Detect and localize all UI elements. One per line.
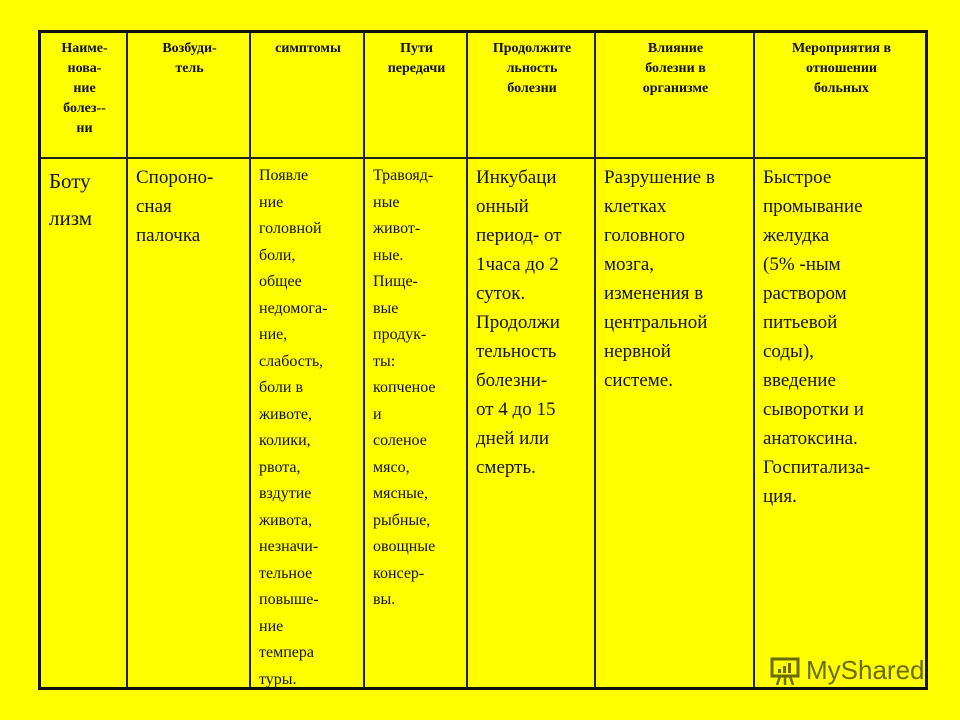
cell-line: Боту	[49, 169, 91, 193]
cell-line: питьевой	[763, 312, 838, 333]
cell-line: овощные	[373, 538, 436, 555]
column-divider	[126, 33, 128, 687]
cell-line: лизм	[49, 206, 93, 230]
cell-line: мясные,	[373, 485, 428, 502]
cell-line: Пище-	[373, 273, 418, 290]
cell-line: Продолжи	[476, 312, 560, 333]
header-line: Влияние	[647, 41, 704, 56]
cell-line: продук-	[373, 326, 427, 343]
cell-line: суток.	[476, 283, 526, 304]
cell-line: Травояд-	[373, 167, 434, 184]
cell-line: сыворотки и	[763, 399, 864, 420]
header-line: Возбуди-	[162, 41, 217, 56]
cell-line: ные.	[373, 246, 404, 264]
cell-line: мозга,	[604, 254, 655, 275]
cell-line: смерть.	[476, 457, 536, 478]
cell-line: сная	[136, 196, 172, 217]
cell-line: мясо,	[373, 458, 410, 476]
cell-line: (5% -ным	[763, 254, 841, 275]
cell-line: нервной	[604, 341, 671, 362]
cell-line: вые	[373, 299, 399, 317]
cell-line: темпера	[259, 644, 314, 661]
cell-line: онный	[476, 196, 529, 217]
cell-line: промывание	[763, 196, 863, 217]
header-line: Мероприятия в	[791, 41, 892, 56]
header-line: ние	[73, 81, 96, 96]
header-line: нова-	[67, 61, 102, 76]
cell-line: рвота,	[259, 458, 301, 476]
cell-line: Спороно-	[136, 167, 214, 188]
header-line: Пути	[400, 41, 433, 56]
header-line: тель	[175, 61, 204, 76]
cell-duration	[468, 163, 596, 482]
cell-line: период- от	[476, 225, 562, 246]
cell-line: ние	[259, 193, 284, 211]
header-transmission	[365, 39, 468, 79]
cell-line: головной	[259, 220, 322, 237]
cell-patient-measures	[755, 163, 928, 511]
cell-line: вы.	[373, 591, 396, 608]
cell-line: слабость,	[259, 352, 324, 370]
cell-line: ты:	[373, 352, 396, 370]
header-line: ни	[76, 121, 93, 136]
cell-line: системе.	[604, 370, 673, 391]
cell-line: рыбные,	[373, 511, 431, 529]
cell-line: повыше-	[259, 591, 319, 608]
presentation-icon	[768, 656, 802, 686]
cell-line: раствором	[763, 283, 847, 304]
header-disease-name	[41, 39, 128, 139]
header-line: Наиме-	[61, 41, 108, 56]
cell-transmission	[365, 163, 468, 614]
header-line: симптомы	[275, 41, 341, 56]
cell-line: от 4 до 15	[476, 399, 556, 420]
cell-line: ние,	[259, 326, 288, 343]
cell-body-effect	[596, 163, 755, 395]
cell-line: Быстрое	[763, 167, 832, 188]
cell-line: центральной	[604, 312, 708, 333]
header-line: отношении	[806, 61, 877, 76]
header-line: Продолжите	[492, 41, 572, 56]
cell-line: Появле	[259, 167, 309, 184]
header-line: льность	[506, 61, 558, 76]
cell-line: туры.	[259, 670, 297, 688]
cell-line: 1часа до 2	[476, 254, 559, 275]
cell-line: ные	[373, 193, 400, 211]
cell-line: незначи-	[259, 538, 319, 555]
header-line: болезни в	[645, 61, 706, 76]
header-divider	[41, 157, 925, 159]
cell-line: Госпитализа-	[763, 457, 871, 478]
cell-line: животе,	[259, 405, 312, 423]
cell-line: головного	[604, 225, 686, 246]
cell-line: недомога-	[259, 299, 328, 317]
cell-line: ция.	[763, 486, 797, 507]
cell-line: консер-	[373, 564, 425, 582]
cell-line: желудка	[763, 225, 830, 246]
header-line: болезни	[507, 81, 557, 96]
cell-line: введение	[763, 370, 836, 391]
header-duration	[468, 39, 596, 99]
cell-line: копченое	[373, 379, 436, 396]
cell-line: вздутие	[259, 485, 312, 502]
cell-line: болезни-	[476, 370, 548, 391]
cell-line: живота,	[259, 511, 313, 529]
cell-line: боли в	[259, 379, 304, 396]
myshared-watermark	[768, 655, 925, 686]
header-line: болез--	[63, 101, 106, 116]
cell-line: боли,	[259, 246, 296, 264]
header-patient-measures	[755, 39, 928, 99]
cell-line: соды),	[763, 341, 814, 362]
cell-line: соленое	[373, 432, 427, 449]
cell-line: и	[373, 405, 382, 423]
cell-line: дней или	[476, 428, 550, 449]
cell-line: колики,	[259, 432, 311, 449]
cell-line: общее	[259, 273, 302, 290]
cell-line: Разрушение в	[604, 167, 715, 188]
cell-line: живот-	[373, 220, 421, 237]
cell-line: тельность	[476, 341, 557, 362]
cell-line: анатоксина.	[763, 428, 858, 449]
header-line: организме	[642, 81, 709, 96]
header-line: больных	[814, 81, 869, 96]
cell-line: клетках	[604, 196, 667, 217]
header-symptoms	[251, 39, 365, 59]
cell-pathogen	[128, 163, 251, 250]
cell-line: изменения в	[604, 283, 704, 304]
cell-line: тельное	[259, 564, 313, 582]
cell-disease-name	[41, 163, 128, 237]
cell-line: ние	[259, 617, 284, 635]
watermark-text: MyShared	[806, 655, 925, 685]
header-pathogen	[128, 39, 251, 79]
header-body-effect	[596, 39, 755, 99]
disease-table	[38, 30, 928, 690]
cell-line: Инкубаци	[476, 167, 557, 188]
header-line: передачи	[387, 61, 446, 76]
cell-symptoms	[251, 163, 365, 693]
cell-line: палочка	[136, 225, 201, 246]
